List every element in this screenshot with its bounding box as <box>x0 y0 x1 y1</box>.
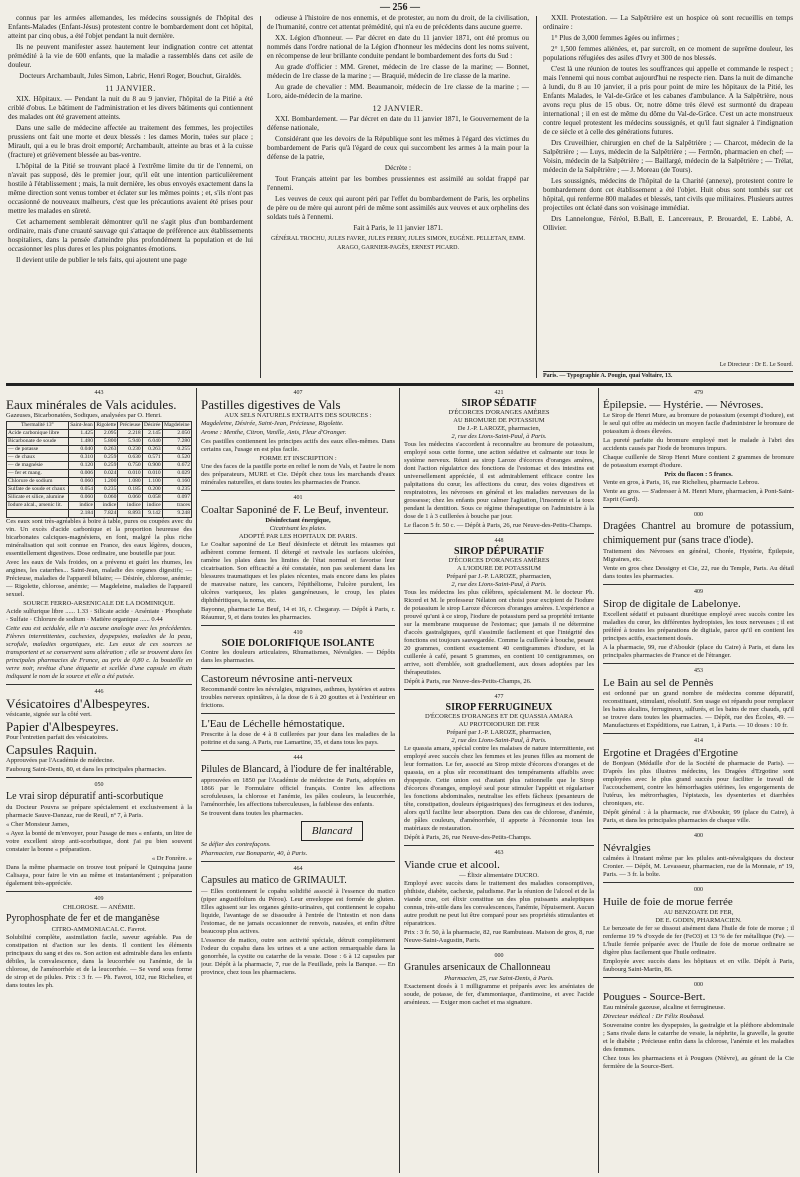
ad-body: Dépôt à Paris, 26, rue Neuve-des-Petits-Champs. <box>404 834 532 841</box>
ad-body: Chez tous les pharmaciens et à Pougues (Nièvre), au gérant de la Cie fermière de la Source-Bert. <box>603 1055 794 1070</box>
printer-line: Paris. — Typographie A. Pougin, quai Voltaire, 13. <box>543 373 673 379</box>
paragraph: Les veuves de ceux qui auront péri par l'effet du bombardement de Paris, les orphelins de père ou de mère qui auront péri de même sont assimilés aux veuves et aux orphelins des soldats tués à l'ennemi. <box>267 195 529 221</box>
ad-number: 446 <box>94 689 104 695</box>
paragraph: Les soussignés, médecins de l'hôpital de la Charité (annexe), protestent contre le bombardement dont cet établissement a été l'objet. Huit obus sont tombés sur cet hôpital, qui renferme 800 malades et blessés, tant civils que militaires. Plusieurs autres projectiles ont éclaté dans son voisinage immédiat. <box>543 177 793 212</box>
divider <box>603 663 794 664</box>
ad-title: Pougues - Source-Bert. <box>603 991 706 1003</box>
ad-title: SIROP FERRUGINEUX <box>445 702 553 713</box>
ad-body: approuvées en 1850 par l'Académie de médecine de Paris, adoptées en 1866 par le Formulaire officiel français. Contre les affections scrofuleuses, la chlorose et l'anémie, les pâles couleurs, la leucorrhée, l'aménorrhée, les affections tuberculeuses, la faiblesse des enfants. <box>201 777 395 808</box>
ad-body: Magdeleine, Désirée, Saint-Jean, Précieuse, Rigolette. <box>201 420 344 427</box>
table-cell: 0.010 <box>118 470 142 478</box>
ad-body: Tous les médecins s'accordent à reconnaître au bromure de potassium, employé sous cette forme, une action sédative et calmante sur tous le système nerveux. Réuni au sirop Laroze d'écorces d'oranges amères, dont l'action régulatrice des fonctions de l'estomac et des intestins est universellement appréciée, il est admirablement efficace contre les palpitations du cœur, les affections du cœur, des voies digestives et respiratoires, les névroses en général et les maladies nerveuses de la grossesse; chez les enfants pour calmer l'agitation, l'insomnie et la toux pendant la dentition. Sous ce régime thérapeutique on l'administre à la dose de 1 à 3 cuillerées à bouche par jour. <box>404 441 594 520</box>
table-cell: 6.040 <box>142 438 162 446</box>
table-cell: 0.263 <box>95 446 118 454</box>
ad-title: Dragées Chantrel au bromure de potassium, chimiquement pur (sans trace d'iode). <box>603 521 794 546</box>
divider <box>6 777 192 778</box>
paragraph: 2° 1,500 femmes aliénées, et, par surcroît, en ce moment de suprême douleur, les populations réfugiées des asiles d'Ivry et 300 de nos blessés. <box>543 45 793 62</box>
ad-title: Capsules Raquin. <box>6 742 97 757</box>
paragraph: connus par les armées allemandes, les médecins soussignés de l'hôpital des Enfants-Malades (Enfant-Jésus) protestent contre le bombardement dont cet hôpital, atteint par cinq obus, a été l'objet pendant la nuit dernière. <box>8 14 253 40</box>
column-divider <box>260 16 261 378</box>
paragraph: XXII. Protestation. — La Salpêtrière est un hospice où sont recueillis en temps ordinaire : <box>543 14 793 31</box>
divider <box>201 668 395 669</box>
table-cell: 0.520 <box>162 454 191 462</box>
divider <box>201 713 395 714</box>
ad-body: Employée avec succès dans les hôpitaux et en ville. Dépôt à Paris, faubourg Saint-Martin, 86. <box>603 958 794 973</box>
ad-signature: « Dr Fonrère. » <box>151 855 192 862</box>
ad-body: Souveraine contre les dyspepsies, la gastralgie et la pléthore abdominale ; Sans rivale dans le catarrhe de vessie, la néphrite, la gravelle, la goutte et le diabète ; Précieuse enfin dans la chlorose, l'anémie et les maladies des femmes. <box>603 1022 794 1053</box>
signers: GÉNÉRAL TROCHU, JULES FAVRE, JULES FERRY, JULES SIMON, EUGÈNE. PELLETAN, EMM. ARAGO, GARNIER-PAGÈS, ERNEST PICARD. <box>270 236 526 251</box>
table-cell: 0.060 <box>118 494 142 502</box>
ad-title: Capsules au matico de GRIMAULT. <box>201 875 347 886</box>
ad-number: 000 <box>694 887 703 893</box>
paragraph: 1° Plus de 3,000 femmes âgées ou infirmes ; <box>551 34 680 42</box>
ad-subheading: D'ÉCORCES D'ORANGES AMÈRES <box>448 409 550 416</box>
date-heading: 12 JANVIER. <box>372 104 424 113</box>
decrete: Décrète : <box>384 164 412 172</box>
divider <box>201 750 395 751</box>
ad-title: Papier d'Albespeyres. <box>6 719 119 734</box>
column-divider <box>399 388 400 1173</box>
paragraph: Tout Français atteint par les bombes prussiennes est assimilé au soldat frappé par l'ennemi. <box>267 175 529 192</box>
ad-title: Viande crue et alcool. <box>404 859 500 871</box>
paragraph: Au grade de chevalier : MM. Beaumanoir, médecin de 1re classe de la marine ; — Loro, aide-médecin de la marine. <box>267 83 529 100</box>
table-row <box>7 438 192 446</box>
table-cell: 0.230 <box>118 446 142 454</box>
ad-title: Huile de foie de morue ferrée <box>603 896 733 908</box>
table-header-cell: Rigolette <box>96 422 117 428</box>
paragraph: Il devient utile de publier le tels faits, qui ajoutent une page <box>16 256 187 264</box>
ad-subheading: FORME ET INSCRIPTION : <box>259 455 337 462</box>
table-cell: 2.050 <box>162 430 191 438</box>
ad-body: Faubourg Saint-Denis, 80, et dans les principales pharmacies. <box>6 766 167 773</box>
ad-title: Ergotine et Dragées d'Ergotine <box>603 747 739 759</box>
ad-title: Castoreum névrosine anti-nerveux <box>201 673 353 685</box>
blancard-signature: Blancard <box>301 821 363 841</box>
table-cell: indice <box>68 502 94 510</box>
table-cell: 1.200 <box>95 478 118 486</box>
fait-a-paris: Fait à Paris, le 11 janvier 1871. <box>353 224 443 232</box>
ad-body: Vente en gros, à Paris, 16, rue Richelieu, pharmacie Lebrou. <box>603 479 760 486</box>
ad-subheading: Désinfectant énergique, <box>265 517 331 524</box>
ad-number: 407 <box>293 390 303 396</box>
ad-body: Traitement des Névroses en général, Chorée, Hystérie, Épilepsie, Migraines, etc. <box>603 548 794 563</box>
table-header-cell: Saint-Jean <box>70 422 93 428</box>
ad-subheading: Préparé par J.-P. LAROZE, pharmacien, <box>446 729 552 736</box>
table-cell: Chlorure de sodium <box>7 478 69 486</box>
ad-number: 401 <box>293 495 303 501</box>
ad-subheading: CHLOROSE. — ANÉMIE. <box>62 904 136 911</box>
ad-body: — Elles contiennent le copahu solidifié associé à l'essence du matico (piper angustifolium du Pérou). Leur enveloppe est formée de gluten. Elles agissent sur les organes génito-urinaires, qui contiennent le copahu liquide, l'avantage de se dissoudre à l'entrée de l'intestin et non dans l'estomac, de ne jamais occasionner de renvois, nausées, et enfin d'être beaucoup plus actives. <box>201 888 395 935</box>
ad-body: Chaque cuillerée de Sirop Henri Mure contient 2 grammes de bromure de potassium exempt d'iodure. <box>603 454 794 469</box>
ad-body: Vente au gros. — S'adresser à M. Henri Mure, pharmacien, à Pont-Saint-Esprit (Gard). <box>603 488 794 503</box>
ad-subheading: A L'IODURE DE POTASSIUM <box>457 565 541 572</box>
table-cell: 1.425 <box>68 430 94 438</box>
ad-price: Prix du flacon : 5 francs. <box>664 471 733 478</box>
table-cell: traces <box>162 502 191 510</box>
table-row <box>7 446 192 454</box>
table-cell: 0.672 <box>162 462 191 470</box>
table-cell: 9.142 <box>142 510 162 518</box>
ad-subheading: D'ÉCORCES D'ORANGES AMÈRES <box>448 557 550 564</box>
divider <box>404 948 594 949</box>
paragraph: L'hôpital de la Pitié se trouvant placé à l'extrême limite du tir de l'ennemi, on n'avait pas supposé, dès le premier jour, qu'il eût une intention particulièrement hostile à l'établissement ; mais, la nuit dernière, les obus envoyés exactement dans la même direction sont venus tomber et éclater sur les mêmes points ; et, s'ils n'ont pas occasionné de nouveaux malheurs, c'est que les précautions avaient été prises pour mettre les malades en sûreté. <box>8 162 253 215</box>
ad-title: Le Bain au sel de Pennès <box>603 677 714 689</box>
date-heading: 11 JANVIER. <box>105 84 156 93</box>
table-cell <box>7 510 69 518</box>
ads-column-c <box>404 388 594 1174</box>
ad-body: Le quassia amara, spécial contre les malaises de nature intermittente, est employé avec succès chez les femmes et les jeunes filles au moment de leur formation. Le fer, associé au Sirop mixte d'écorces d'oranges et de quassia, en a plus sûr reconstituant des tempéraments affaiblis avec dyspepsie. Cette union est d'autant plus rationnelle que le Sirop d'écorces d'oranges, employé seul pour stimuler l'appétit et régulariser les fonctions abdominales, neutralise les effets fâcheux (pesanteurs de tête, constipation, douleurs épigastriques) des ferrugineux et des iodures, alors qu'il facilite leur absorption. Dans des cas de chlorose, d'anémie, de pâles couleurs, d'aménorrhée, il apporte à l'économie tous les matériaux de restauration. <box>404 745 594 832</box>
ad-title: Pastilles digestives de Vals <box>201 397 341 412</box>
ad-number: 421 <box>494 390 504 396</box>
column-1 <box>8 14 253 380</box>
ads-column-d <box>603 388 794 1174</box>
table-cell: 0.160 <box>162 478 191 486</box>
table-cell: 0.310 <box>68 454 94 462</box>
ad-body: La pureté parfaite du bromure employé met le malade à l'abri des accidents causés par l'iode de bromures impurs. <box>603 437 794 452</box>
table-cell: 0.058 <box>142 494 162 502</box>
ad-subheading: — Élixir alimentaire DUCRO. <box>459 872 539 879</box>
divider <box>6 891 192 892</box>
table-cell: — de magnésie <box>7 462 69 470</box>
ad-title: Épilepsie. — Hystérie. — Névroses. <box>603 399 764 411</box>
divider <box>404 533 594 534</box>
ad-body: A la pharmacie, 99, rue d'Aboukir (place du Caire) à Paris, et dans les principales pharmacies de France et de l'étranger. <box>603 644 794 659</box>
ad-body: Ces pastilles contiennent les principes actifs des eaux elles-mêmes. Dans certains cas, l'usage en est plus facile. <box>201 438 395 453</box>
table-cell: 0.029 <box>162 470 191 478</box>
table-cell: 2.095 <box>95 430 118 438</box>
divider <box>404 689 594 690</box>
table-cell: 9.248 <box>162 510 191 518</box>
table-header-cell: Précieuse <box>119 422 141 428</box>
divider <box>603 828 794 829</box>
paragraph: Dans une salle de médecine affectée au traitement des femmes, les projectiles prussiens ont fait une morte et deux blessés : les dames Morin, tuées sur place ; Mirault, qui a eu le bras droit emporté; Archambault, atteinte au bras et à la cuisse (fracture) et grièvement blessée au bas-ventre. <box>8 124 253 159</box>
table-cell: 0.060 <box>68 478 94 486</box>
ad-subheading: AU BENZOATE DE FER, <box>663 909 734 916</box>
ad-subheading: Pharmacien, 25, rue Saint-Denis, à Paris. <box>444 975 554 982</box>
ad-body: Une des faces de la pastille porte en relief le nom de Vals, et l'autre le nom des préparateurs, MURE et Cie. Dépôt chez tous les marchands d'eaux minérales naturelles, et dans toutes les pharmacies de France. <box>201 463 395 486</box>
table-cell: 2.184 <box>68 510 94 518</box>
ad-body: Le benzoate de fer se dissout aisément dans l'huile de foie de morue ; il renferme 19 % d'oxyde de fer (FeO3) et 13 % de fer métallique (Fe). — L'huile ferrée préparée avec de l'huile de foie de morue ordinaire se digère plus facilement que l'huile ordinaire. <box>603 925 794 956</box>
ad-body: Exactement dosés à 1 milligramme et préparés avec les arséniates de soude, de potasse, de fer, d'ammoniaque, d'antimoine, et avec l'acide arsénieux. — Exiger mon cachet et ma signature. <box>404 983 594 1006</box>
paragraph: XX. Légion d'honneur. — Par décret en date du 11 janvier 1871, ont été promus ou nommés dans l'ordre national de la Légion d'honneur les médecins dont les noms suivent, en récompense de leur brillante conduite pendant le bombardement des forts du Sud : <box>267 34 529 60</box>
table-cell: 0.040 <box>68 446 94 454</box>
signers: Docteurs Archambault, Jules Simon, Labric, Henri Roger, Bouchut, Giraldès. <box>19 72 242 80</box>
signature-area <box>201 819 395 841</box>
ad-body: Excellent sédatif et puissant diurétique employé avec succès contre les maladies du cœur, les différentes hydropisies, les toux nerveuses ; il est préféré à toutes les préparations de digitale, parce qu'il en contient les principes actifs, exactement dosés. <box>603 611 794 642</box>
ad-subheading: D'ÉCORCES D'ORANGES ET DE QUASSIA AMARA <box>425 713 573 720</box>
table-cell: 0.900 <box>142 462 162 470</box>
paragraph: Drs Cruveilhier, chirurgien en chef de la Salpêtrière ; — Charcot, médecin de la Salpêtrière ; — Luys, médecin de la Salpêtrière ; — Fermôn, pharmacien en chef; — Voisin, médecin de la Salpêtrière ; — Baillargé, médecin de la Salpêtrière ; — Trélat, médecin de la Salpêtrière ; — J. Moreau (de Tours). <box>543 139 793 174</box>
table-cell: Sulfate de soude et chaux <box>7 486 69 494</box>
table-cell: Iodure alcal., arsenic lit. <box>7 502 69 510</box>
ad-number: 409 <box>694 589 703 595</box>
paragraph: Drs Lannelongue, Féréol, B.Ball, E. Lancereaux, P. Brouardel, E. Labbé, A. Ollivier. <box>543 215 793 232</box>
ad-title: SIROP DÉPURATIF <box>453 546 545 557</box>
table-cell: 0.259 <box>95 454 118 462</box>
divider <box>603 733 794 734</box>
ad-title: Eaux minérales de Vals acidules. <box>6 397 177 412</box>
ad-body: vésicante, signée sur la côté vert. <box>6 711 92 718</box>
ad-title: Sirop de digitale de Labelonye. <box>603 598 741 610</box>
ad-subtitle: Gazeuses, Bicarbonatées, Sodiques, analysées par O. Henri. <box>6 412 162 419</box>
divider <box>201 490 395 491</box>
ad-title: Pilules de Blancard, à l'iodure de fer inaltérable, <box>201 764 394 775</box>
ad-subheading: AUX SELS NATURELS EXTRAITS DES SOURCES : <box>224 412 372 419</box>
ad-body: Dépôt à Paris, rue Neuve-des-Petits-Champs, 26. <box>404 678 532 685</box>
ads-column-b <box>201 388 395 1174</box>
ad-subheading: AU BROMURE DE POTASSIUM <box>453 417 545 424</box>
ad-title: SIROP SÉDATIF <box>461 398 537 409</box>
ad-body: est ordonné par un grand nombre de médecins comme dépuratif, reconstituant, stimulant, résolutif. Son usage est répandu pour remplacer les bains alcalins, ferrugineux, sulfurés, et les bains de mer chauds, qu'il se trouve dans toutes les pharmacies. — Dépôt, rue des Écoles, 49. — Manufactures et Expéditions, rue Latran, 1, à Paris. — 10 doses : 10 fr. <box>603 690 794 729</box>
ad-body: Solubilité complète, assimilation facile, saveur agréable. Pas de constipation ni d'action sur les dents. Il contient les éléments principaux du sang et des os. Son action est admirable dans les enfants débiles, la convalescence, dans la leucorrhée ou l'anémie, de la chlorose, de l'aménorrhée et de la leucorrhée. — Se vend sous forme de sirop et de pilules. Prix : 3 fr. — Ph. Favrot, 102, rue Richelieu, et dans toutes les ph. <box>6 934 192 989</box>
ad-number: 464 <box>293 866 303 872</box>
page-number: — 256 — <box>380 2 420 13</box>
table-header-cell: Désirée <box>143 422 161 428</box>
table-cell: 0.200 <box>142 486 162 494</box>
ad-subheading: 2, rue des Lions-Saint-Paul, à Paris. <box>451 737 547 744</box>
table-row <box>7 510 192 518</box>
ad-number: 414 <box>694 738 703 744</box>
divider <box>543 371 793 372</box>
ad-body: de Bonjean (Médaille d'or de la Société de pharmacie de Paris). — D'après les plus illustres médecins, les Dragées d'Ergotine sont employées avec le plus grand succès pour faciliter le travail de l'accouchement, contre les hémorrhagies utérines, les engorgements de l'utérus, les métrorrhagies, l'épistaxis, les dysenteries et diarrhées chroniques, etc. <box>603 760 794 807</box>
table-cell: 7.824 <box>95 510 118 518</box>
table-row <box>7 486 192 494</box>
divider <box>603 507 794 508</box>
table-cell: 0.006 <box>68 470 94 478</box>
table-cell: 0.060 <box>95 494 118 502</box>
table-cell: indice <box>118 502 142 510</box>
paragraph: Au grade d'officier : MM. Grenet, médecin de 1re classe de la marine; — Bonnet, médecin de 1re classe de la marine ; — Braquié, médecin de 1re classe de la marine. <box>267 63 529 80</box>
ad-title: Coaltar Saponiné de F. Le Beuf, inventeur. <box>201 504 389 516</box>
paragraph: Cet acharnement semblerait démontrer qu'il ne s'agit plus d'un bombardement ordinaire, mais d'une cruauté sauvage qui s'attaque de préférence aux établissements hospitaliers, dans la pensée d'atteindre plus profondément la population et de lui occasionner les plus dures et les plus poignantes émotions. <box>8 218 253 253</box>
table-cell: 8.893 <box>118 510 142 518</box>
ad-body: Employé avec succès dans le traitement des maladies consomptives, phthisie, diabète, cachexie, paludisme. Par la réunion de l'alcool et de la viande crue, cet élixir constitue un des plus puissants analeptiques connus, très-utile dans les convalescences, l'anémie, l'épuisement. Aucun autre produit ne peut lui être comparé pour ses propriétés stimulantes et réparatrices. <box>404 880 594 927</box>
ad-number: 000 <box>694 982 703 988</box>
ad-body: Prescrite à la dose de 4 à 8 cuillerées par jour dans les maladies de la poitrine et du sang. A Paris, rue Lamartine, 35, et dans tous les pays. <box>201 731 395 746</box>
divider <box>603 977 794 978</box>
ad-body: « Ayez la bonté de m'envoyer, pour l'usage de mes « enfants, un litre de votre excellent sirop anti-scorbutique, dont j'ai pu bien souvent constater la bonne « préparation. <box>6 830 192 853</box>
table-cell: — fer et mang. <box>7 470 69 478</box>
ad-number: 479 <box>694 390 703 396</box>
ad-number: 463 <box>494 850 504 856</box>
paragraph: odieuse à l'histoire de nos ennemis, et de protester, au nom du droit, de la civilisation, de l'humanité, contre cet attentat prémédité, qui n'a eu de précédents dans aucune guerre. <box>267 14 529 31</box>
ad-body: Contre les douleurs articulaires, Rhumatismes, Névralgies. — Dépôts dans les pharmacies. <box>201 649 395 664</box>
table-cell: 2.218 <box>118 430 142 438</box>
ad-body: Directeur médical : Dr Félix Roubaud. <box>603 1013 705 1020</box>
ad-subheading: AU PROTOIODURE DE FER <box>458 721 540 728</box>
ad-number: 448 <box>494 538 504 544</box>
table-cell: 0.054 <box>68 486 94 494</box>
table-row <box>7 502 192 510</box>
ad-body: Approuvées par l'Académie de médecine. <box>6 757 115 764</box>
paragraph: C'est là une réunion de toutes les souffrances qui appelle et commande le respect ; mais l'ennemi qui nous combat aujourd'hui ne respecte rien. Dans la nuit de dimanche à lundi, du 8 au 10 janvier, il a pris pour point de mire les hôpitaux de la Pitié, les Enfants Malades, le Val-de-Grâce et les cabanes d'ambulance. A la Salpêtrière, nous avons reçu plus de 15 obus. Or, notre dôme très élevé est surmonté du drapeau international ; il en est de même du dôme du Val-de-Grâce. C'est un acte monstrueux contre lequel protestent les médecins soussignés, et qu'il faut signaler à l'indignation de ce siècle et à celle des générations futures. <box>543 65 793 136</box>
director-line: Le Directeur : Dr E. Le Sourd. <box>719 362 793 368</box>
table-cell: 1.080 <box>118 478 142 486</box>
ad-body: Le flacon 5 fr. 50 c. — Dépôt à Paris, 26, rue Neuve-des-Petits-Champs. <box>404 522 593 529</box>
ad-body: Avec les eaux de Vals froides, on a prévenu et guéri les rhumes, les angines, les catarrhes... Saint-Jean, maladie des organes digestifs; — Précieuse, maladies de l'appareil biliaire; — Désirée, chlorose, anémie; — Rigolette, chlorose, anémie; — Magdeleine, maladies de l'appareil sexuel. <box>6 559 192 598</box>
table-row <box>7 454 192 462</box>
column-2 <box>267 14 529 380</box>
ad-body: Arome : Menthe, Citron, Vanille, Anis, Fleur d'Oranger. <box>201 429 347 436</box>
table-cell: 1.480 <box>68 438 94 446</box>
table-row <box>7 478 192 486</box>
ad-body: L'essence de matico, outre son activité spéciale, détruit complètement l'odeur du copahu dans les urines et a une action remarquable dans la gonorrhée, la cystite ou catarrhe de la vessie. Dose : 6 à 12 capsules par jour. Dépôt à la pharmacie, 7, rue de la Feuillade, près la Banque. — En province, chez tous les pharmaciens. <box>201 937 395 976</box>
column-divider <box>196 388 197 1173</box>
ad-body: Tous les médecins les plus célèbres, spécialement M. le docteur Ph. Ricord et M. le professeur Nélaton ont choisi pour excipient de l'iodure de potassium le sirop Laroze d'écorces d'oranges amères. L'expérience a prouvé qu'uni à ce sirop, l'iodure de potassium perd sa propriété irritante sur la membrane muqueuse de l'estomac; que jamais il ne détermine d'accès gastralgiques, qu'il s'assimile facilement et que l'intégrité des fonctions est toujours sauvegardée. Comme la cuillerée à bouche, pesant 20 grammes, contient exactement 40 centigrammes d'iodure, et la cuillerée à café, pesant 5 grammes, en contient 10 centigrammes, on arrive, soit d'emblée, soit graduellement, aux doses adoptées par les thérapeutistes. <box>404 589 594 676</box>
ad-body: Dans la même pharmacie on trouve tout préparé le Quinquina jaune Calisaya, pour faire le vin au même et instantanément ; préparation également très-appréciée. <box>6 864 192 887</box>
table-cell: 0.097 <box>162 494 191 502</box>
ad-number: 000 <box>494 953 504 959</box>
table-cell: 0.235 <box>95 486 118 494</box>
table-cell: 2.145 <box>142 430 162 438</box>
ad-title: Granules arsenicaux de Challonneau <box>404 962 551 973</box>
ad-number: 000 <box>694 512 703 518</box>
ad-body: Acide sulfurique libre ...... 1.33 · Silicate acide · Arséniate · Phosphate · Sulfate · Chlorure de sodium · Matière organique ...... 0.44 <box>6 608 192 623</box>
ad-subheading: CITRO-AMMONIACAL C. Favrot. <box>51 926 147 933</box>
table-cell: Acide carbonique libre <box>7 430 69 438</box>
ad-number: 443 <box>94 390 104 396</box>
table-cell: 0.259 <box>95 462 118 470</box>
ad-body: calmées à l'instant même par les pilules anti-névralgiques du docteur Cronier. — Dépôt, M. Levasseur, pharmacien, rue de la Monnaie, nº 19, Paris. — 3 fr. la boîte. <box>603 855 794 878</box>
ad-number: 477 <box>494 694 504 700</box>
ad-number: 444 <box>293 755 303 761</box>
table-cell: indice <box>95 502 118 510</box>
table-cell: 0.235 <box>162 486 191 494</box>
ad-subheading: 2, rue des Lions-Saint-Paul, à Paris. <box>451 581 547 588</box>
ad-subheading: Cicatrisant les plaies. <box>269 525 327 532</box>
column-divider <box>536 16 537 378</box>
ad-body: Pharmacien, rue Bonaparte, 40, à Paris. <box>201 850 308 857</box>
ad-body: Bayonne, pharmacie Le Beuf, 14 et 16, r. Chegaray. — Dépôt à Paris, r. Réaumur, 9, et dans toutes les pharmacies. <box>201 606 395 621</box>
divider <box>201 625 395 626</box>
table-cell: 0.263 <box>142 446 162 454</box>
ad-number: 050 <box>94 782 104 788</box>
table-row <box>7 462 192 470</box>
paragraph: Considérant que les devoirs de la République sont les mêmes à l'égard des victimes du bombardement de Paris qu'à l'égard de ceux qui succombent les armes à la main pour la défense de la patrie, <box>267 135 529 161</box>
ad-body: Le Sirop de Henri Mure, au bromure de potassium (exempt d'iodure), est le seul qui offre au médecin un moyen facile d'administrer le bromure de potassium à doses élevées. <box>603 412 794 435</box>
divider <box>6 684 192 685</box>
table-cell: — de potasse <box>7 446 69 454</box>
ad-subheading: Préparé par J.-P. LAROZE, pharmacien, <box>446 573 552 580</box>
table-cell: 5.800 <box>95 438 118 446</box>
divider <box>404 845 594 846</box>
table-cell: 0.750 <box>118 462 142 470</box>
table-cell: 0.120 <box>68 462 94 470</box>
ad-body: Recommandé contre les névralgies, migraines, asthmes, hystéries et autres troubles nerveux opiniâtres, à la dose de 6 à 20 gouttes et à l'extérieur en frictions. <box>201 686 395 709</box>
ad-body: Prix : 3 fr. 50, à la pharmacie, 82, rue Rambuteau. Maison de gros, 8, rue Neuve-Saint-Augustin, Paris. <box>404 929 594 944</box>
table-row <box>7 470 192 478</box>
column-divider <box>598 388 599 1173</box>
ads-column-a <box>6 388 192 1174</box>
ad-body: Ces eaux sont très-agréables à boire à table, pures ou coupées avec du vin. Un excès d'acide carbonique et la proportion heureuse des bicarbonates calciques-magnésiens, en font, malgré la plus riche minéralisation qui soit connue en France, des eaux légères, douces, essentiellement digestives. Dose ordinaire, une bouteille par jour. <box>6 518 192 557</box>
ad-body: « Cher Monsieur James, <box>6 821 70 828</box>
ad-subheading: DE E. GODIN, PHARMACIEN. <box>655 917 742 924</box>
ad-body: Se trouvent dans toutes les pharmacies. <box>201 810 304 817</box>
table-cell: 0.185 <box>118 486 142 494</box>
ad-subheading: De J.-P. LAROZE, pharmacien, <box>457 425 541 432</box>
ad-body: Dépôt général : à la pharmacie, rue d'Aboukir, 99 (place du Caire), à Paris, et dans les principales pharmacies de chaque ville. <box>603 809 794 824</box>
mineral-table <box>6 421 192 518</box>
ad-body: Se défier des contrefaçons. <box>201 841 271 848</box>
column-3 <box>543 14 793 362</box>
table-cell: 0.010 <box>142 470 162 478</box>
ad-title: Névralgies <box>603 842 651 854</box>
ad-subheading: SOURCE FERRO-ARSENICALE DE LA DOMINIQUE. <box>23 600 175 607</box>
ad-body: Eau minérale gazeuse, alcaline et ferrugineuse. <box>603 1004 726 1011</box>
ad-body: Cette eau est acidulée, elle n'a aucune analogie avec les précédentes. Fièvres intermittentes, cachexies, dyspepsies, maladies de la peau, scrofule, maladies organiques, etc. Les eaux de ces sources se transportent et se conservent sans altération ; elle se trouvent dans les principales pharmacies de France, au prix de 0,80 c. la bouteille en verre noir, revêtue d'une étiquette et scellée d'une capsule en étain indiquant le nom de la source et elle a été puisée. <box>6 625 192 680</box>
ad-body: Pour l'entretien parfait des vésicatoires. <box>6 734 109 741</box>
ad-number: 453 <box>694 668 703 674</box>
section-divider <box>6 383 794 386</box>
ad-title: L'Eau de Léchelle hémostatique. <box>201 718 345 730</box>
divider <box>603 584 794 585</box>
table-cell: 0.060 <box>68 494 94 502</box>
ad-number: 400 <box>694 833 703 839</box>
table-row <box>7 430 192 438</box>
table-cell: Bicarbonate de soude <box>7 438 69 446</box>
ad-subheading: 2, rue des Lions-Saint-Paul, à Paris. <box>451 433 547 440</box>
ad-title: SOIE DOLORIFIQUE ISOLANTE <box>221 638 375 649</box>
ad-title: Pyrophosphate de fer et de manganèse <box>6 913 160 924</box>
paragraph: XXI. Bombardement. — Par décret en date du 11 janvier 1871, le Gouvernement de la défense nationale, <box>267 115 529 132</box>
paragraph: XIX. Hôpitaux. — Pendant la nuit du 8 au 9 janvier, l'hôpital de la Pitié a été criblé d'obus. Le bâtiment de l'administration et les divers bâtiments qui contiennent des malades ont été gravement atteints. <box>8 95 253 121</box>
ad-number: 409 <box>94 896 104 902</box>
ad-number: 410 <box>293 630 303 636</box>
paragraph: Ils ne peuvent manifester assez hautement leur indignation contre cet attentat prémédité à la vie de 600 enfants, que la maladie a rassemblés dans cet asile de douleur. <box>8 43 253 69</box>
table-row <box>7 494 192 502</box>
table-cell: 0.630 <box>118 454 142 462</box>
ad-title: Le vrai sirop dépuratif anti-scorbutique <box>6 791 164 802</box>
table-cell: Silicate et silice, alumine <box>7 494 69 502</box>
ad-body: Le Coaltar saponiné de Le Beuf désinfecte et détruit les miasmes qui adhèrent comme ferment. Il détergé et ravivale les surfaces ulcérées, ramène les plaies dans les limites de l'état normal et favorise leur cicatrisation. Son efficacité a été constatée, non pas seulement dans les blessures traumatiques et les plaies récentes, mais encore dans les plaies de mauvaise nature, les cancers, l'épithéliome, l'ulcère purulent, les ulcères variqueux, les plaies gangréneuses, le croup, les plaies diphthéritiques, la noma, etc. <box>201 541 395 604</box>
table-cell: — de chaux <box>7 454 69 462</box>
table-cell: 0.255 <box>162 446 191 454</box>
ad-body: du Docteur Pouvra se prépare spécialement et exclusivement à la pharmacie Sauve-Danzaz, rue de Reuil, nº 7, à Paris. <box>6 804 192 819</box>
table-cell: indice <box>142 502 162 510</box>
divider <box>201 861 395 862</box>
ad-subheading: ADOPTÉ PAR LES HOPITAUX DE PARIS. <box>238 533 358 540</box>
table-cell: 7.280 <box>162 438 191 446</box>
table-cell: 0.024 <box>95 470 118 478</box>
table-cell: 0.571 <box>142 454 162 462</box>
table-header-cell: Thermalité 13° <box>7 422 69 430</box>
table-cell: 1.100 <box>142 478 162 486</box>
table-cell: 5.940 <box>118 438 142 446</box>
ad-body: Vente en gros chez Dessigny et Cie, 22, rue du Temple, Paris. Au détail dans toutes les pharmacies. <box>603 565 794 580</box>
divider <box>603 882 794 883</box>
ad-title: Vésicatoires d'Albespeyres. <box>6 696 150 711</box>
table-header-cell: Magdeleine <box>164 422 190 428</box>
